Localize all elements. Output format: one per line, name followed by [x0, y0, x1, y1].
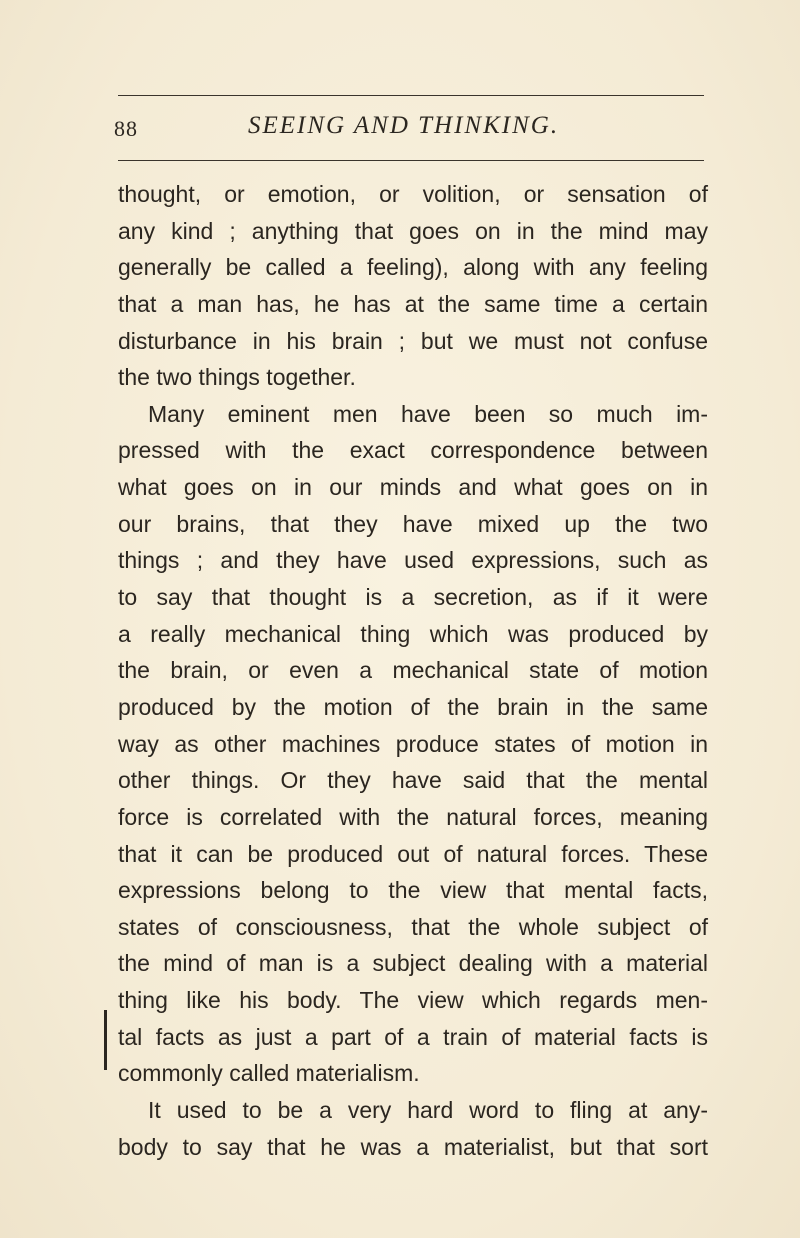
- text-line: commonly called materialism.: [118, 1060, 420, 1087]
- body-text: [118, 176, 708, 1165]
- header-rule-top: [118, 95, 704, 96]
- text-line: force is correlated with the natural forces, meaning: [118, 803, 708, 830]
- text-line: disturbance in his brain ; but we must not confuse: [118, 327, 708, 354]
- text-line: tal facts as just a part of a train of material facts is: [118, 1023, 708, 1050]
- text-line: the brain, or even a mechanical state of motion: [118, 657, 708, 684]
- text-line: way as other machines produce states of motion in: [118, 730, 708, 757]
- text-line: expressions belong to the view that mental facts,: [118, 877, 708, 904]
- text-line: produced by the motion of the brain in the same: [118, 693, 708, 720]
- text-line: that it can be produced out of natural forces. These: [118, 840, 708, 867]
- text-line: to say that thought is a secretion, as if it were: [118, 584, 708, 611]
- header-rule-bottom: [118, 160, 704, 161]
- text-line: thing like his body. The view which regards men-: [118, 987, 708, 1014]
- text-line: the two things together.: [118, 364, 356, 391]
- page-number: 88: [114, 116, 138, 141]
- text-line: that a man has, he has at the same time a certain: [118, 290, 708, 317]
- text-line: thought, or emotion, or volition, or sensation of: [118, 181, 708, 207]
- text-line: what goes on in our minds and what goes on in: [118, 474, 708, 501]
- text-line: things ; and they have used expressions, such as: [118, 547, 708, 574]
- text-line: It used to be a very hard word to fling at any-: [148, 1097, 708, 1124]
- margin-mark: [104, 1010, 107, 1070]
- text-line: other things. Or they have said that the mental: [118, 767, 708, 794]
- text-line: body to say that he was a materialist, but that sort: [118, 1133, 708, 1160]
- text-line: generally be called a feeling), along with any feeling: [118, 254, 708, 281]
- text-line: any kind ; anything that goes on in the mind may: [118, 217, 708, 244]
- text-line: Many eminent men have been so much im-: [148, 400, 708, 427]
- text-line: states of consciousness, that the whole subject of: [118, 913, 708, 940]
- running-title: SEEING AND THINKING.: [248, 112, 560, 139]
- text-line: a really mechanical thing which was produced by: [118, 620, 708, 647]
- text-line: the mind of man is a subject dealing with a material: [118, 950, 708, 977]
- text-line: pressed with the exact correspondence between: [118, 437, 708, 464]
- text-line: our brains, that they have mixed up the two: [118, 510, 708, 537]
